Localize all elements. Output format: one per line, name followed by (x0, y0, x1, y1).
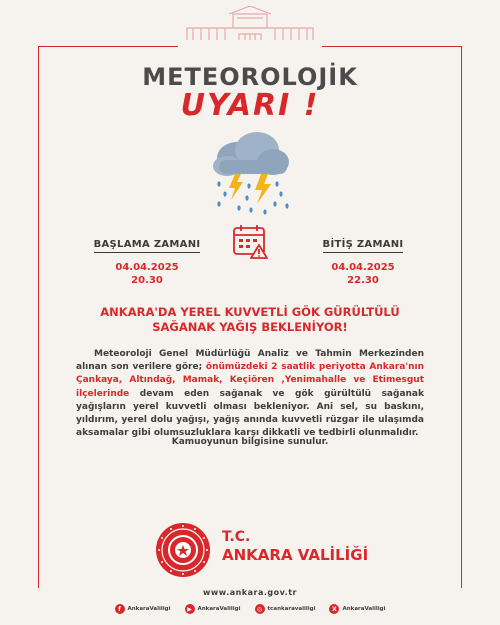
frame-gap (178, 40, 322, 54)
end-date: 04.04.2025 (331, 262, 395, 273)
start-time-block (82, 232, 212, 287)
start-label: BAŞLAMA ZAMANI (94, 239, 201, 253)
end-time-block (298, 232, 428, 287)
closing-statement: Kamuoyunun bilgisine sunulur. (171, 437, 329, 447)
social-instagram[interactable] (255, 604, 316, 614)
start-date: 04.04.2025 (115, 262, 179, 273)
thunderstorm-icon (205, 128, 295, 218)
x-icon: X (329, 604, 339, 614)
facebook-icon: f (115, 604, 125, 614)
governorship-emblem-icon (155, 522, 211, 578)
title-line2: UYARI ! (180, 88, 320, 123)
body-part3: devam eden sağanak ve gök gürültülü sağanak yağışların yerel kuvvetli olması bekleniyor. Ani sel, su baskını, yıldırım, yerel dolu yağışı, yağış anında kuvvetli rüzgar ile ulaşımda aksamalar gibi olumsuzluklara karşı dikkatli ve tedbirli olunmalıdır. (76, 388, 424, 439)
headline-line2: SAĞANAK YAĞIŞ BEKLENİYOR! (152, 320, 348, 334)
warning-body (76, 348, 424, 440)
youtube-icon: ▶ (185, 604, 195, 614)
social-links (0, 604, 500, 614)
social-label: AnkaraValiligi (197, 606, 241, 612)
social-x[interactable] (329, 604, 385, 614)
body-part1: Meteoroloji Genel Müdürlüğü Analiz ve Tahmin Merkezinden alınan son verilere göre; (76, 349, 424, 373)
body-affected-districts: önümüzdeki 2 saatlik periyotta Ankara'nın Çankaya, Altındağ, Mamak, Keçiören ,Yenimahalle ve Etimesgut ilçelerinde (76, 362, 424, 399)
title-line1: METEOROLOJİK (142, 63, 358, 91)
social-label: AnkaraValiligi (342, 606, 386, 612)
start-hour: 20.30 (131, 275, 163, 286)
calendar-warning-icon (231, 222, 269, 260)
headline-line1: ANKARA'DA YEREL KUVVETLİ GÖK GÜRÜLTÜLÜ (100, 305, 400, 319)
org-name: ANKARA VALİLİĞİ (222, 546, 369, 564)
org-tc: T.C. (222, 529, 251, 545)
social-youtube[interactable] (185, 604, 241, 614)
warning-headline (40, 305, 460, 335)
social-facebook[interactable] (115, 604, 171, 614)
end-label: BİTİŞ ZAMANI (323, 239, 404, 253)
instagram-icon: ◎ (255, 604, 265, 614)
social-label: tcankaravaliligi (267, 606, 316, 612)
organization (222, 528, 368, 564)
end-hour: 22.30 (347, 275, 379, 286)
social-label: AnkaraValiligi (127, 606, 171, 612)
website-link[interactable]: www.ankara.gov.tr (0, 588, 500, 597)
